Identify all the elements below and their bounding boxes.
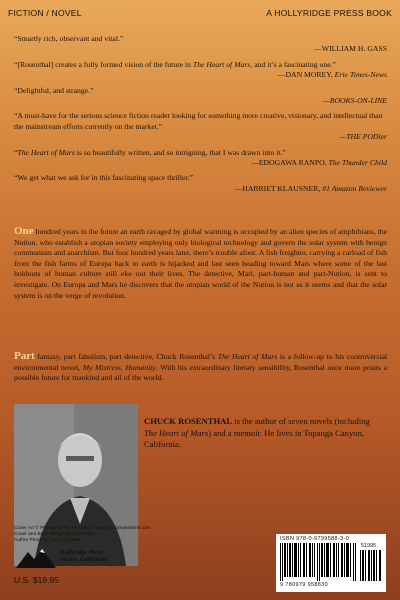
synopsis-paragraph-1: One hundred years in the future an earth ravaged by global warming is occupied by an alien species of amphibians, the Nution, who establish a utopian society employing only biological technology and govern the solar system with benign communism and anarchism. But four hundred years later, there’s trouble afoot. A fish freighter, carrying a carload of fish from the fish farms of Europa back to earth is hijacked and last seen heading toward Mars where some of the last holdouts of human culture still eke out their lives. The detective, Marl, part-human and part-Nution, is sent to investigate. On Europa and Mars he discovers that the utopian world of the Nution is not as it seems and that the solar system is on the verge of revolution.: [14, 225, 387, 300]
blurb: [14, 34, 387, 55]
cover-header: [8, 8, 392, 18]
blurb-text: “A must-have for the serious science fiction reader looking for something more creative, visionary, and intellectual than the mainstream efforts currently on the market.”: [14, 111, 383, 131]
barcode-number: 9 780979 958830: [280, 582, 328, 588]
blurb: [14, 86, 387, 107]
blurb-attribution: —BOOKS-ON-LINE: [322, 96, 387, 106]
credit-line: Author Photo by Gary Goldstein: [14, 538, 82, 544]
price-barcode-icon: [360, 550, 382, 581]
genre-label: FICTION / NOVEL: [8, 8, 82, 18]
isbn-text: ISBN 978-0-9799588-3-0: [280, 536, 350, 542]
blurbs: [14, 34, 387, 199]
barcode: [276, 534, 386, 592]
synopsis-paragraph-2: Part fantasy, part fabulism, part detective, Chuck Rosenthal’s The Heart of Mars is a follow-up to his controversial environmental novel, My Mistress, Humanity. With his extraordinary literary sensibility, Rosenthal once more posits a possible future for mankind and all of the world.: [14, 350, 388, 383]
blurb-text: “[Rosenthal] creates a fully formed vision of the future in The Heart of Mars, and it’s a fascinating one.”: [14, 59, 336, 69]
credit-line: Cover and Book Design by Rio Smyth: [14, 532, 95, 538]
blurb: [14, 173, 387, 194]
blurb-text: “Smartly rich, observant and vital.”: [14, 34, 124, 43]
blurb-attribution: —WILLIAM H. GASS: [314, 44, 387, 54]
publisher-imprint: [60, 549, 106, 563]
blurb-text: “The Heart of Mars is so beautifully written, and so intriguing, that I was drawn into it.”: [14, 147, 286, 157]
blurb-text: “We get what we ask for in this fascinating space thriller.”: [14, 173, 193, 183]
blurb-attribution: —THE PODler: [339, 132, 387, 142]
drop-word: Part: [14, 350, 35, 362]
blurb-attribution: —EDOGAWA RANPO, The Thunder Child: [251, 158, 387, 168]
author-bio: CHUCK ROSENTHAL is the author of seven novels (including The Heart of Mars) and a memoir. He lives in Topanga Canyon, California.: [144, 416, 370, 449]
barcode-bars-icon: [280, 543, 358, 581]
blurb: [14, 148, 387, 169]
author-name: CHUCK ROSENTHAL: [144, 416, 233, 426]
blurb-attribution: —DAN MOREY, Erie Times-News: [277, 70, 387, 80]
blurb: [14, 60, 387, 81]
blurb-attribution: —HARRIET KLAUSNER, #1 Amazon Reviewer: [234, 183, 387, 193]
price: U.S. $19.95: [14, 575, 59, 585]
drop-word: One: [14, 225, 34, 237]
blurb-text: “Delightful, and strange.”: [14, 85, 94, 95]
blurb: [14, 111, 387, 142]
price-code: 51995: [361, 543, 376, 549]
credits: [14, 526, 244, 545]
credit-line: Cover Art © Photographer: Ferderich | Agency: Dreamstime.com: [14, 526, 151, 531]
publisher-name: Hollyridge Press: [60, 549, 103, 556]
publisher-label: A HOLLYRIDGE PRESS BOOK: [266, 8, 392, 18]
publisher-place: Venice, California: [60, 556, 107, 563]
